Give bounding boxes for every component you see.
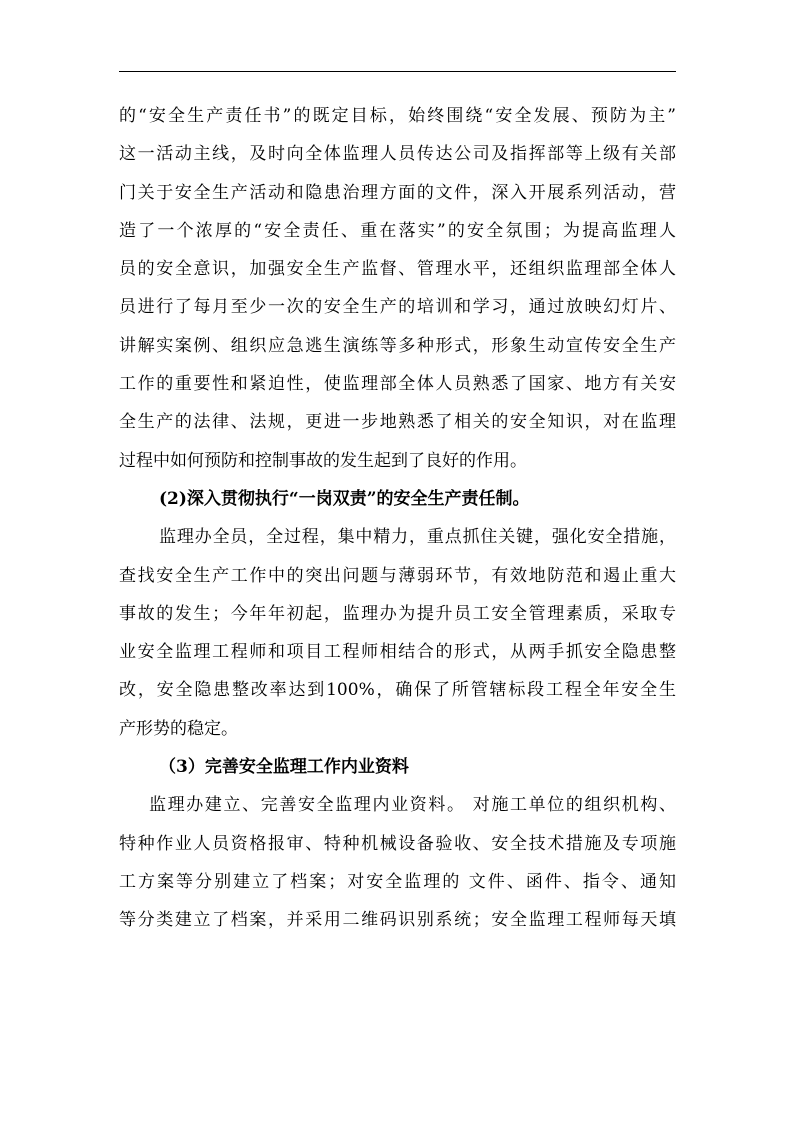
text-line: 讲解实案例、组织应急逃生演练等多种形式，形象生动宣传安全生产 [119,335,676,356]
section-heading-2: (2)深入贯彻执行“一岗双责”的安全生产责任制。 [159,488,530,509]
paragraph-internal-records [119,786,676,939]
text-line: 等分类建立了档案，并采用二维码识别系统；安全监理工程师每天填 [119,910,676,931]
text-line: 工方案等分别建立了档案；对安全监理的 文件、函件、指令、通知 [119,871,676,892]
paragraph-responsibility [119,518,676,748]
text-line: 造了一个浓厚的“安全责任、重在落实”的安全氛围；为提高监理人 [119,220,676,241]
text-line: 这一活动主线，及时向全体监理人员传达公司及指挥部等上级有关部 [119,144,676,165]
section-heading-3: （3）完善安全监理工作内业资料 [159,757,409,778]
text-line: 的“安全生产责任书”的既定目标，始终围绕“安全发展、预防为主” [119,106,676,126]
text-line: 事故的发生；今年年初起，监理办为提升员工安全管理素质，采取专 [119,603,676,624]
document-body [119,97,676,940]
text-line: 查找安全生产工作中的突出问题与薄弱环节，有效地防范和遏止重大 [119,565,676,586]
text-line: 工作的重要性和紧迫性，使监理部全体人员熟悉了国家、地方有关安 [119,374,676,395]
header-rule [119,71,676,72]
text-line: 特种作业人员资格报审、特种机械设备验收、安全技术措施及专项施 [119,833,676,854]
text-line: 监理办建立、完善安全监理内业资料。 对施工单位的组织机构、 [149,795,676,816]
text-line: 产形势的稳定。 [119,718,238,739]
text-line: 改，安全隐患整改率达到100%，确保了所管辖标段工程全年安全生 [119,680,676,701]
text-line: 门关于安全生产活动和隐患治理方面的文件，深入开展系列活动，营 [119,182,676,203]
text-line: 过程中如何预防和控制事故的发生起到了良好的作用。 [119,450,527,471]
text-line: 员进行了每月至少一次的安全生产的培训和学习，通过放映幻灯片、 [119,297,676,318]
text-line: 员的安全意识，加强安全生产监督、管理水平，还组织监理部全体人 [119,259,676,280]
text-line: 全生产的法律、法规，更进一步地熟悉了相关的安全知识，对在监理 [119,412,676,433]
text-line: 业安全监理工程师和项目工程师相结合的形式，从两手抓安全隐患整 [119,642,676,663]
text-line: 监理办全员，全过程，集中精力，重点抓住关键，强化安全措施， [159,527,676,548]
paragraph-safety-culture [119,97,676,480]
